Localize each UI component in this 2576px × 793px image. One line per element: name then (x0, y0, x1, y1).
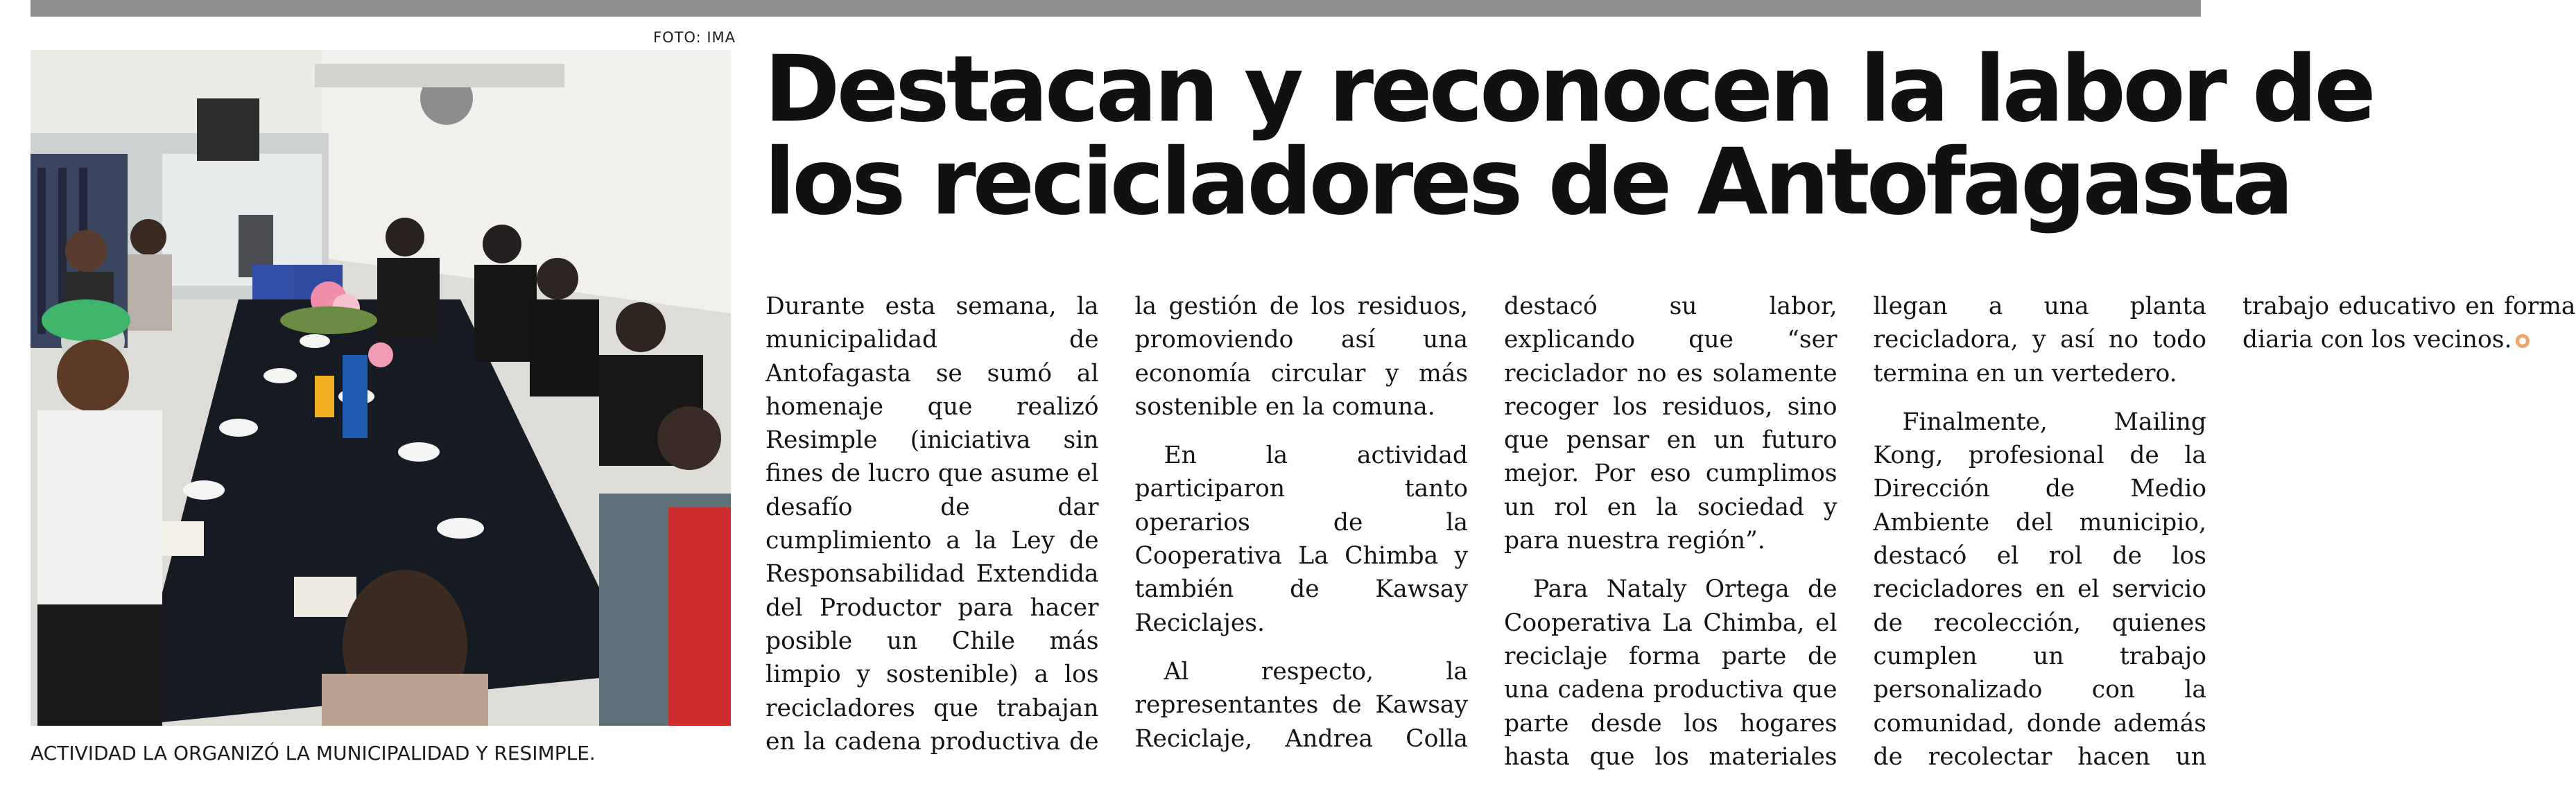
paragraph-text: Finalmente, Mailing Kong, profesional de la Dirección de Medio Ambiente del municipio, destacó el rol de los recicladores en el servicio de recolección, quienes cumplen un trabajo personalizado con la comunidad, donde además de recolectar hacen un trabajo educativo en forma diaria con los vecinos. (1873, 293, 2576, 771)
paragraph: En la actividad participaron tanto operarios de la Cooperativa La Chimba y también de Kawsay Reciclajes. (1134, 442, 1468, 637)
article-photo (31, 50, 731, 726)
article-body (766, 290, 2576, 781)
paragraph: Durante esta semana, la municipalidad de Antofagasta se sumó al homenaje que realizó Resimple (iniciativa sin fines de lucro que asume el desafío de dar cumplimiento a la Ley de Responsabilidad Extendida del Productor para hacer posible un Chile más limpio y sostenible) a los recicladores que trabajan en la cadena productiva de la gestión de los residuos, promoviendo así una economía circular y más sostenible en la comuna. (766, 293, 1468, 756)
paragraph: Para Nataly Ortega de Cooperativa La Chimba, el reciclaje forma parte de una cadena productiva que parte desde los hogares hasta que los materiales llegan a una planta recicladora, y así no todo termina en un vertedero. (1504, 293, 2206, 771)
photo-caption: ACTIVIDAD LA ORGANIZÓ LA MUNICIPALIDAD Y RESIMPLE. (31, 742, 596, 765)
photo-credit: FOTO: IMA (653, 29, 736, 46)
paragraph: Al respecto, la representantes de Kawsay Reciclaje, Andrea Colla destacó su labor, explicando que “ser reciclador no es solamente recoger los residuos, sino que pensar en un futuro mejor. Por eso cumplimos un rol en la sociedad y para nuestra región”. (1134, 293, 1838, 753)
top-rule (31, 0, 2201, 17)
meeting-photo-illustration (31, 50, 731, 726)
end-of-article-icon (2516, 334, 2530, 348)
headline-line-2: los recicladores de Antofagasta (764, 129, 2291, 236)
article-headline (764, 36, 2373, 236)
headline-line-1: Destacan y reconocen la labor de (764, 36, 2373, 143)
